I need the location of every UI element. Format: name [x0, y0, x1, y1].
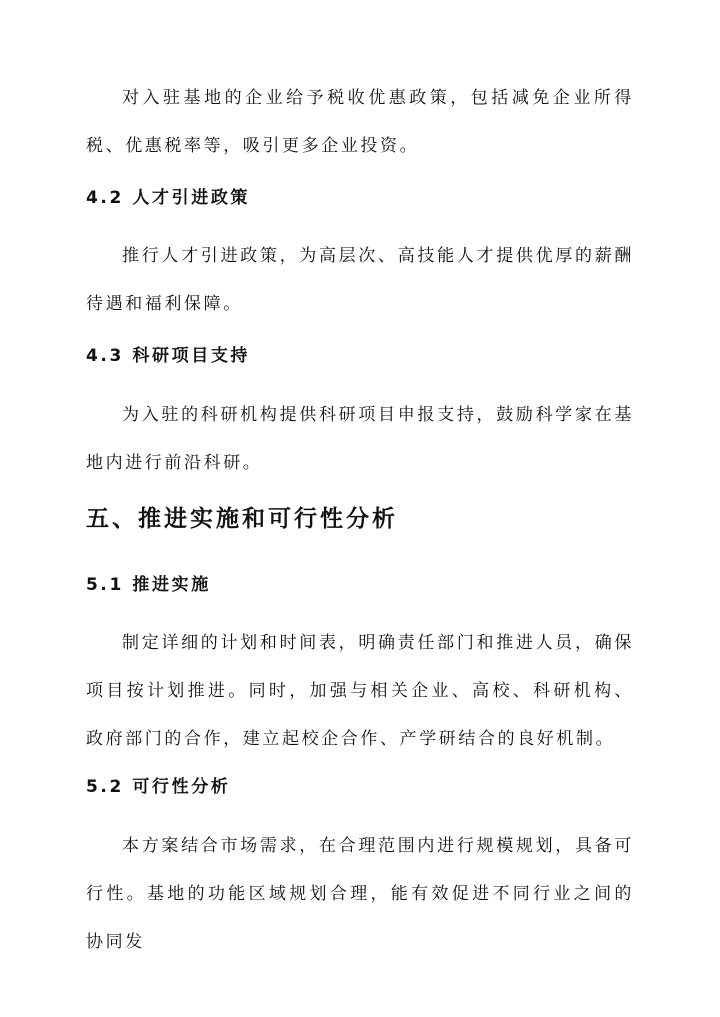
- paragraph-research-support: 为入驻的科研机构提供科研项目申报支持，鼓励科学家在基地内进行前沿科研。: [86, 405, 634, 473]
- heading-5-1-implementation: 5.1 推进实施: [86, 575, 211, 595]
- paragraph-tax-policy: 对入驻基地的企业给予税收优惠政策，包括减免企业所得税、优惠税率等，吸引更多企业投资。: [86, 88, 634, 156]
- heading-5-2-feasibility: 5.2 可行性分析: [86, 777, 231, 797]
- heading-4-3-research-support: 4.3 科研项目支持: [86, 346, 251, 366]
- heading-4-2-talent-policy: 4.2 人才引进政策: [86, 188, 251, 208]
- paragraph-implementation: 制定详细的计划和时间表，明确责任部门和推进人员，确保项目按计划推进。同时，加强与相关企业、高校、科研机构、政府部门的合作，建立起校企合作、产学研结合的良好机制。: [86, 633, 634, 749]
- paragraph-feasibility: 本方案结合市场需求，在合理范围内进行规模规划，具备可行性。基地的功能区域规划合理，能有效促进不同行业之间的协同发: [86, 836, 634, 952]
- heading-section-5: 五、推进实施和可行性分析: [86, 506, 398, 532]
- paragraph-talent-policy: 推行人才引进政策，为高层次、高技能人才提供优厚的薪酬待遇和福利保障。: [86, 246, 634, 314]
